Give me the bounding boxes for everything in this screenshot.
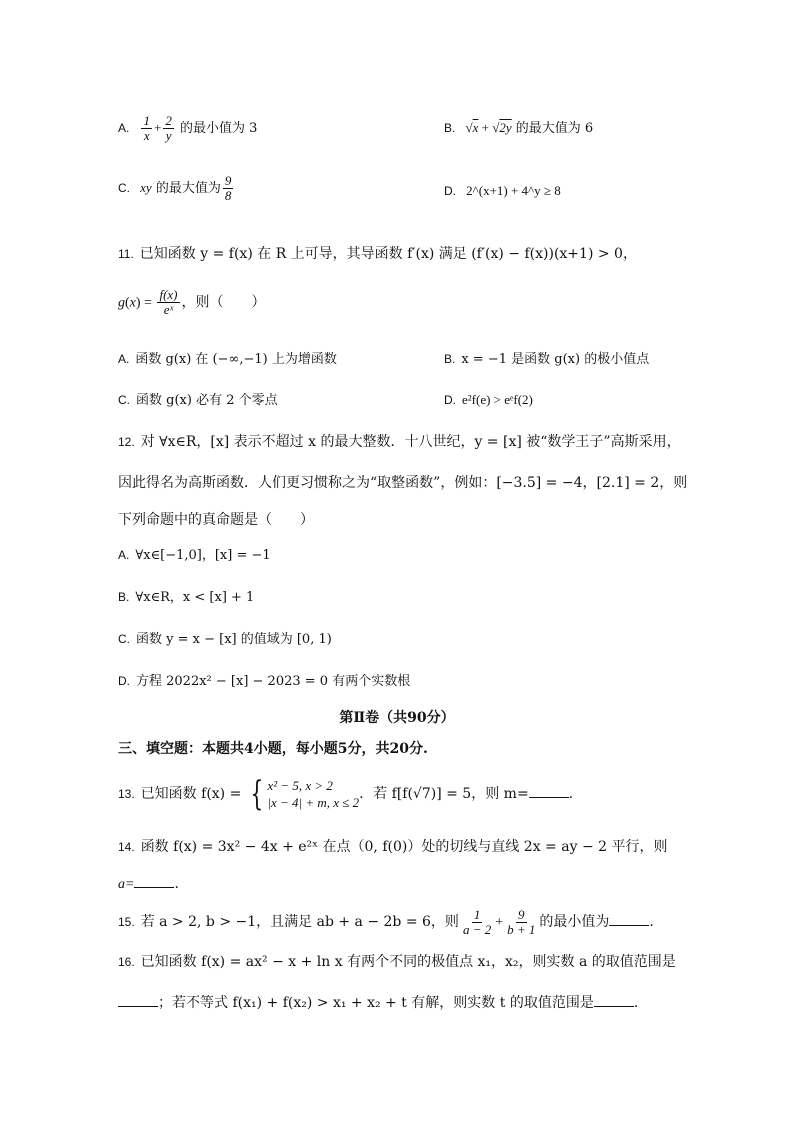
q10-option-c [118,174,235,203]
q10-option-a: A. $\frac{1}{x}$ + $\frac{2}{y}$ 的最小值为 3 [118,113,258,143]
fraction-9-over-8: $\frac{9}{8}$ [224,173,232,203]
question-text: 的最小值为 [539,914,610,930]
question-text: 函数 f(x) = 3x² − 4x + e²ˣ 在点（0, f(0)）处的切线与直线 2x = ay − 2 平行，则 [140,839,668,855]
option-text: ∀x∈R，x < [x] + 1 [135,590,255,605]
q11-stem-2: g(x) = $\frac{f(x)}{\text{eˣ}}$ ，则（ ） [118,287,266,317]
q16-line-2 [118,994,638,1012]
option-text: 的最大值为 6 [515,121,594,136]
option-text: 2^(x+1) + 4^y ≥ 8 [466,183,561,198]
question-end: . [174,876,179,892]
answer-blank[interactable] [594,994,634,1007]
q12-line-3 [118,511,314,529]
question-text: ．若 f[f(√7)] = 5，则 m= [359,786,529,802]
q12-option-d [118,672,410,691]
piecewise-cases [267,777,359,811]
piecewise-case-2: |x − 4| + m, x ≤ 2 [267,795,360,810]
fraction-1-over-x: $\frac{1}{x}$ [143,113,150,143]
q12-option-c [118,630,332,649]
question-text: 若 a > 2, b > −1，且满足 ab + a − 2b = 6，则 [140,914,459,930]
question-text: a= [118,877,135,892]
question-number: 13. [118,787,135,801]
option-text: 方程 2022x² − [x] − 2023 = 0 有两个实数根 [136,674,411,689]
option-letter: C. [118,181,130,195]
q11-option-d [444,391,533,410]
answer-blank[interactable] [609,913,649,926]
fraction-1-over-a-minus-2: $\frac{1}{a - 2}$ [462,906,492,937]
q13 [118,774,573,814]
question-number: 11. [118,247,134,261]
q12-option-a [118,546,271,565]
option-letter: A. [118,352,130,366]
answer-blank[interactable] [118,994,158,1007]
question-text: 对 ∀x∈R，[x] 表示不超过 x 的最大整数．十八世纪，y = [x] 被“数学王子”高斯采用， [140,434,681,450]
question-number: 12. [118,435,135,449]
option-letter: D. [118,674,130,688]
option-letter: C. [118,632,130,646]
option-letter: A. [118,548,130,562]
q11-option-b [444,350,649,369]
q12-line-2 [118,474,687,492]
option-text: 的最小值为 3 [179,121,258,136]
option-letter: D. [444,393,456,407]
section-three-heading: 三、填空题：本题共4小题，每小题5分，共20分. [118,741,428,757]
part-two-title: 第Ⅱ卷（共90分） [339,710,455,726]
option-text: 函数 g(x) 必有 2 个零点 [136,393,278,408]
q14-line-1 [118,838,667,856]
option-letter: C. [118,393,130,407]
option-var: xy [140,180,152,195]
q12-line-1 [118,433,681,451]
option-text: ∀x∈[−1,0]，[x] = −1 [135,548,271,563]
q12-option-b [118,588,254,607]
q11-option-c [118,391,278,410]
q14-line-2 [118,875,179,894]
option-text: 函数 g(x) 在 (−∞,−1) 上为增函数 [135,352,337,367]
option-letter: B. [118,590,130,604]
question-text: 已知函数 f(x) = ax² − x + ln x 有两个不同的极值点 x₁，x₂，则实数 a 的取值范围是 [140,954,676,970]
q16-line-1 [118,953,676,971]
q11-option-a [118,350,337,369]
question-text: 因此得名为高斯函数．人们更习惯称之为“取整函数”，例如：[−3.5] = −4，[2.1] = 2，则 [118,475,688,491]
question-number: 15. [118,915,135,929]
option-text: x = −1 是函数 g(x) 的极小值点 [461,352,650,367]
question-end: . [568,786,574,802]
question-text: 已知函数 y = f(x) 在 R 上可导，其导函数 f′(x) 满足 (f′(x) − f(x))(x+1) > 0， [139,246,637,262]
option-text: 的最大值为 [155,181,221,196]
option-text: 函数 y = x − [x] 的值域为 [0, 1) [136,632,332,647]
answer-blank[interactable] [134,875,174,888]
option-letter: B. [444,352,456,366]
question-number: 14. [118,840,135,854]
answer-blank[interactable] [529,785,569,798]
option-letter: B. [444,121,456,135]
option-letter: A. [118,121,130,135]
q10-option-b: B. √x + √2y 的最大值为 6 [444,120,594,136]
option-text: e²f(e) > eᵉf(2) [462,392,533,407]
question-number: 16. [118,955,135,969]
fraction-2-over-y: $\frac{2}{y}$ [165,113,172,143]
question-text: ，则（ ） [181,294,266,311]
q11-stem [118,245,637,263]
fraction-fx-over-ex: $\frac{f(x)}{\text{eˣ}}$ [159,287,178,317]
piecewise-case-1: x² − 5, x > 2 [267,778,333,793]
fraction-9-over-b-plus-1: $\frac{9}{b + 1}$ [507,906,536,937]
q10-option-d [444,182,561,201]
option-letter: D. [444,184,456,198]
question-end: . [649,914,654,930]
question-text: ；若不等式 f(x₁) + f(x₂) > x₁ + x₂ + t 有解，则实数 t 的取值范围是 [158,995,594,1011]
piecewise-brace: { [250,774,264,814]
question-text: 已知函数 f(x) = [140,786,242,802]
q15: 15. 若 a > 2, b > −1，且满足 ab + a − 2b = 6，则 $\frac{1}{a - 2}$ + $\frac{9}{b + 1}$ 的最小值为 . [118,906,654,937]
question-end: . [633,995,639,1011]
question-text: 下列命题中的真命题是（ ） [118,512,314,528]
